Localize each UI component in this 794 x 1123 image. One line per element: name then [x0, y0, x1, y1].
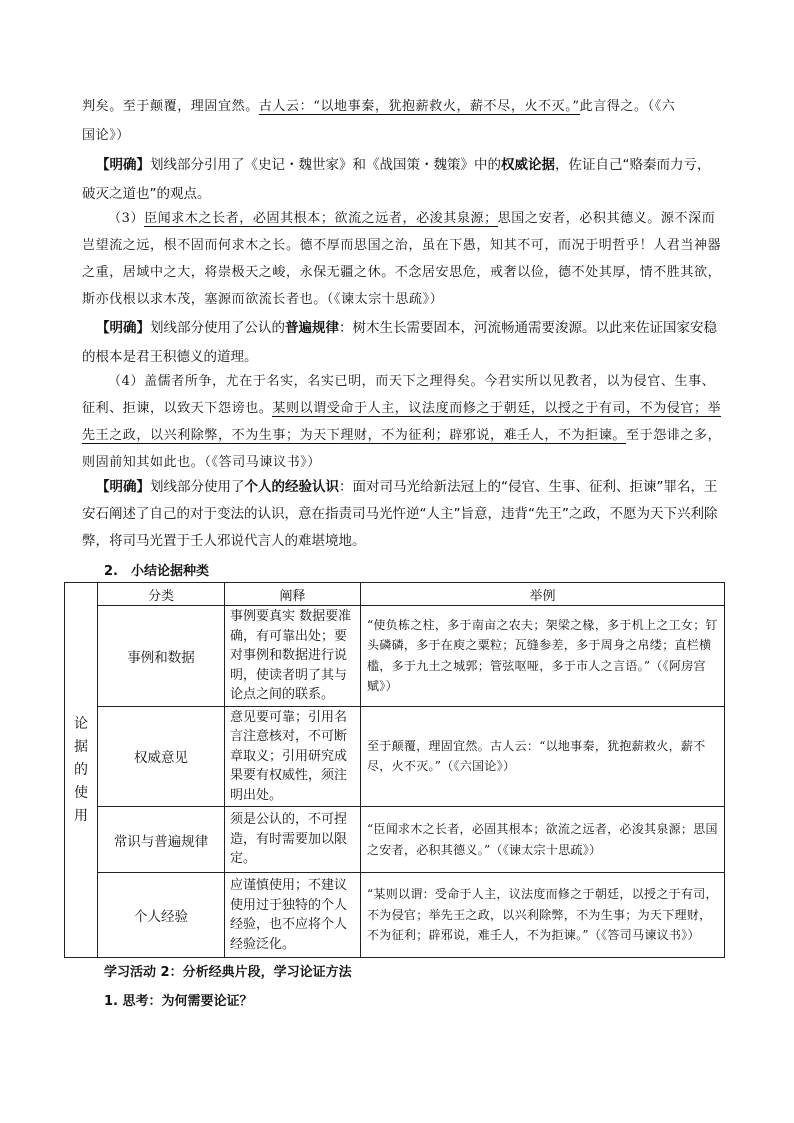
clarification-text: 划线部分引用了《史记・魏世家》和《战国策・魏策》中的 — [150, 157, 501, 173]
clarification-keyword: 普遍规律 — [285, 320, 339, 336]
header-explanation: 阐释 — [225, 583, 361, 606]
top-quote-pre: 判矣。至于颠覆，理固宜然。 — [82, 99, 259, 114]
row-category: 事例和数据 — [98, 606, 225, 707]
quote-number: （3） — [108, 211, 145, 226]
quote-underlined: 臣闻求木之长者，必固其根本；欲流之远者，必浚其泉源； — [144, 211, 498, 226]
quote-text: 盖儒者所争，尤在于名实，名实已明，而天下之理得矣。今君实所以见教者，以为侵官、生事、征利、拒谏，以致天下怨谤也。 — [82, 374, 716, 416]
row-example: 至于颠覆，理固宜然。古人云：“以地事秦，犹抱薪救火，薪不尽，火不灭。”（《六国论》） — [361, 706, 725, 807]
table-row — [65, 807, 725, 873]
row-example: “臣闻求木之长者，必固其根本；欲流之远者，必浚其泉源；思国之安者，必积其德义。”（《谏太宗十思疏》） — [361, 807, 725, 873]
clarification-keyword: 权威论据 — [501, 157, 555, 173]
quote-text: 思国之安者，必积其德义。源不深而岂望流之远，根不固而何求木之长。德不厚而思国之治，虽在下愚，知其不可，而况于明哲乎！人君当神器之重，居域中之大，将崇极天之峻，永保无疆之休。不念居安思危，戒奢以俭，德不处其厚，情不胜其欲，斯亦伐根以求木茂，塞源而欲流长者也。（《谏太宗十思疏》） — [82, 211, 722, 307]
clarification-text: ：树木生长需要固本，河流畅通需要浚源。以此来佐证国家安稳的根本是君王积德义的道理。 — [82, 320, 717, 365]
side-char: 据 — [74, 738, 88, 755]
clarification-text: ，佐证自己“赂秦而力亏，破灭之道也”的观点。 — [82, 157, 711, 202]
quote-3 — [82, 205, 722, 313]
clarification-1 — [82, 151, 722, 209]
clarification-text: ：面对司马光给新法冠上的“侵官、生事、征利、拒谏”罪名，王安石阐述了自己的对于变法的认识，意在指责司马光忤逆“人主”旨意，违背“先王”之政，不愿为天下兴利除弊，将司马光置于壬人邪说代言人的难堪境地。 — [82, 479, 718, 549]
clarification-2 — [82, 314, 722, 372]
header-example: 举例 — [361, 583, 725, 606]
quote-text: 至于怨诽之多，则固前知其如此也。（《答司马谏议书》） — [82, 428, 722, 470]
row-category: 权威意见 — [98, 706, 225, 807]
clarification-text: 划线部分使用了公认的 — [150, 320, 285, 336]
clarification-3 — [82, 474, 722, 555]
clarification-tag: 【明确】 — [96, 320, 150, 336]
table-row — [65, 606, 725, 707]
side-label — [65, 583, 98, 958]
summary-heading: 2. 小结论据种类 — [104, 564, 209, 579]
table-row — [65, 873, 725, 958]
side-char: 的 — [74, 761, 88, 778]
think-heading: 1. 思考：为何需要论证？ — [104, 994, 253, 1009]
row-explanation: 应谨慎使用；不建议使用过于独特的个人经验，也不应将个人经验泛化。 — [225, 873, 361, 958]
quote-number: （4） — [108, 374, 145, 389]
top-quote-post: 此言得之。（《六 — [579, 99, 676, 114]
side-char: 用 — [74, 807, 88, 824]
table-header-row — [65, 583, 725, 606]
top-quote — [82, 92, 722, 150]
activity-heading: 学习活动 2：分析经典片段，学习论证方法 — [104, 965, 352, 980]
top-quote-line2: 国论》） — [82, 128, 130, 143]
row-example: “某则以谓：受命于人主，议法度而修之于朝廷，以授之于有司，不为侵官；举先王之政，以兴利除弊，不为生事；为天下理财，不为征利；辟邪说，难壬人，不为拒谏。”（《答司马谏议书》） — [361, 873, 725, 958]
row-explanation: 须是公认的，不可捏造，有时需要加以限定。 — [225, 807, 361, 873]
row-category: 常识与普遍规律 — [98, 807, 225, 873]
side-char: 论 — [74, 715, 88, 732]
clarification-tag: 【明确】 — [96, 479, 150, 495]
quote-4 — [82, 368, 722, 476]
side-char: 使 — [74, 784, 88, 801]
evidence-table — [64, 582, 725, 958]
clarification-keyword: 个人的经验认识 — [244, 479, 339, 495]
quote-underlined: 某则以谓受命于人主，议法度而修之于朝廷，以授之于有司，不为侵官；举先王之政，以兴利除弊，不为生事；为天下理财，不为征利；辟邪说，难壬人，不为拒谏。 — [82, 401, 722, 443]
row-category: 个人经验 — [98, 873, 225, 958]
row-example: “使负栋之柱，多于南亩之农夫；架梁之椽，多于机上之工女；钉头磷磷，多于在庾之粟粒；瓦缝参差，多于周身之帛缕；直栏横槛，多于九土之城郭；管弦呕哑，多于市人之言语。”（《阿房宫赋》） — [361, 606, 725, 707]
clarification-tag: 【明确】 — [96, 157, 150, 173]
clarification-text: 划线部分使用了 — [150, 479, 245, 495]
row-explanation: 事例要真实 数据要准确，有可靠出处；要对事例和数据进行说明，使读者明了其与论点之间的联系。 — [225, 606, 361, 707]
header-category: 分类 — [98, 583, 225, 606]
row-explanation: 意见要可靠；引用名言注意核对，不可断章取义；引用研究成果要有权威性，须注明出处。 — [225, 706, 361, 807]
top-quote-underlined: 古人云：“以地事秦，犹抱薪救火，薪不尽，火不灭。” — [258, 99, 580, 114]
table-row — [65, 706, 725, 807]
